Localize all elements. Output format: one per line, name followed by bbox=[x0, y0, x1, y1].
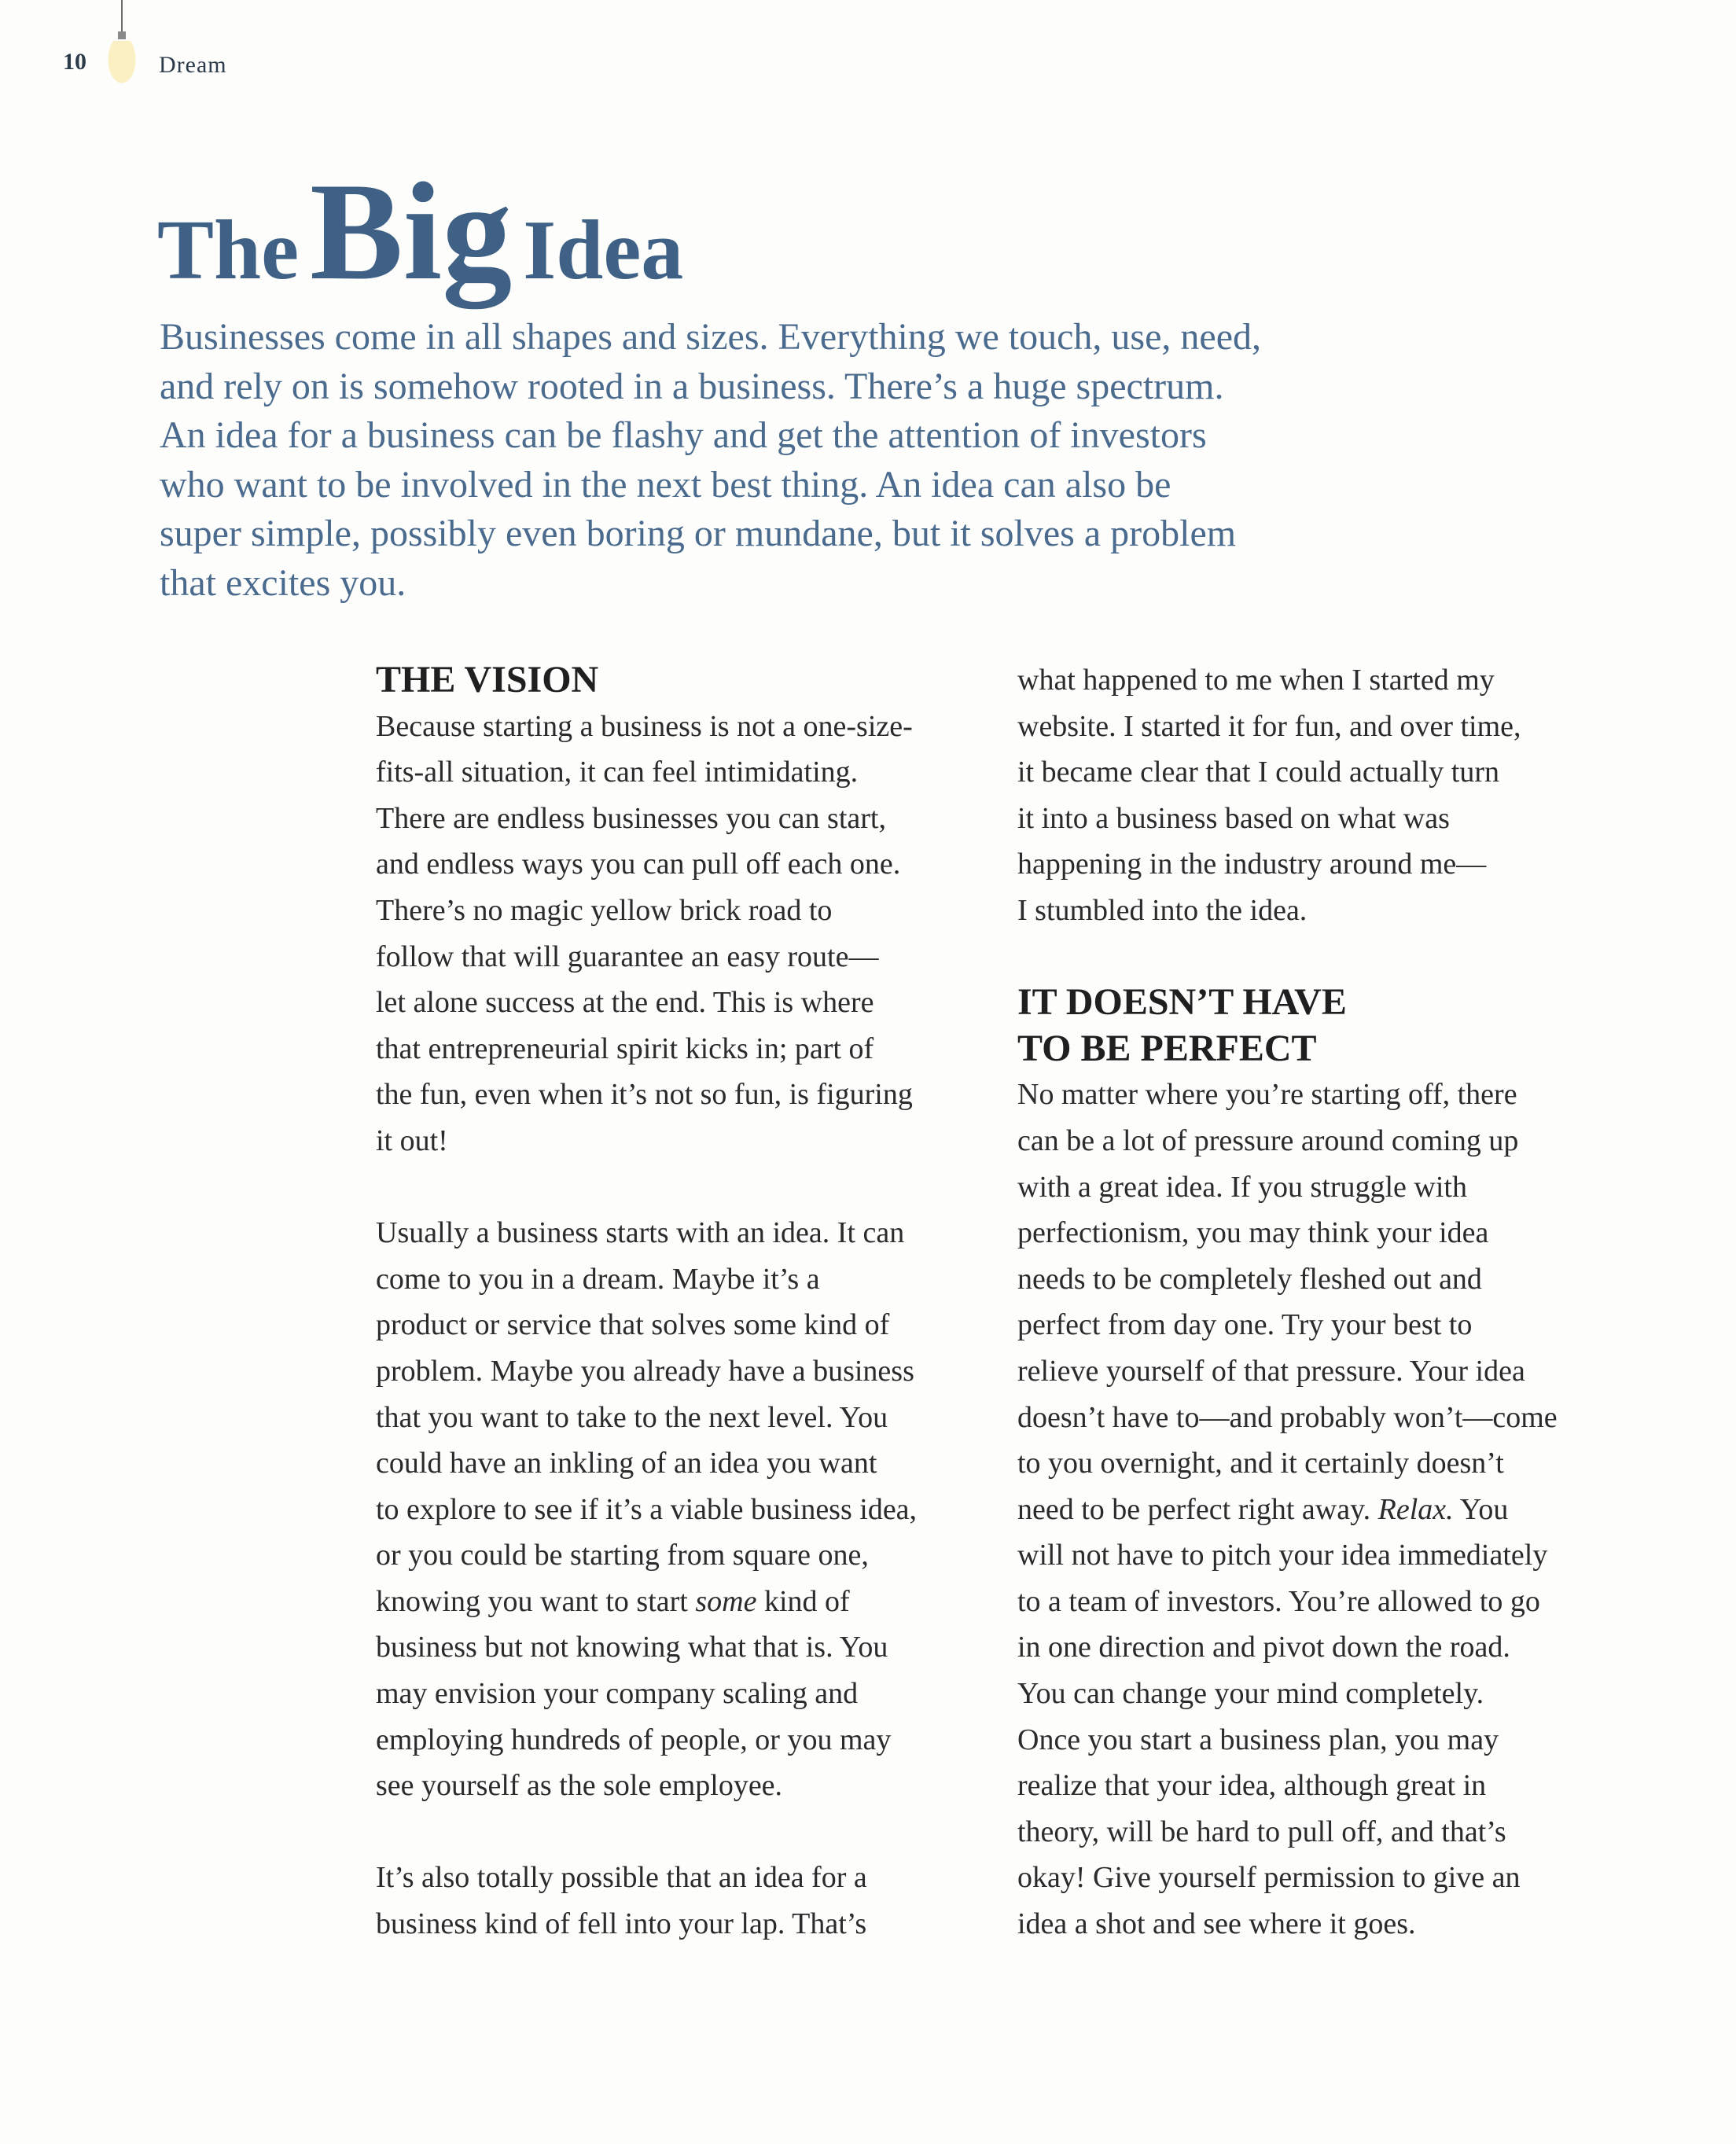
vision-paragraph-3 bbox=[376, 1855, 997, 1947]
text-line: to explore to see if it’s a viable business idea, bbox=[376, 1492, 918, 1526]
text-run: knowing you want to start bbox=[376, 1584, 696, 1618]
intro-line: and rely on is somehow rooted in a business. There’s a huge spectrum. bbox=[160, 365, 1224, 407]
text-line: relieve yourself of that pressure. Your idea bbox=[1017, 1354, 1525, 1388]
text-line: that entrepreneurial spirit kicks in; part of bbox=[376, 1032, 874, 1065]
text-line: Once you start a business plan, you may bbox=[1017, 1723, 1499, 1756]
heading-line: TO BE PERFECT bbox=[1017, 1027, 1317, 1069]
text-line: fits-all situation, it can feel intimidating. bbox=[376, 756, 859, 789]
text-line: I stumbled into the idea. bbox=[1017, 893, 1308, 927]
text-run: need to be perfect right away. bbox=[1017, 1492, 1378, 1526]
text-line: may envision your company scaling and bbox=[376, 1677, 859, 1711]
text-line: the fun, even when it’s not so fun, is figuring bbox=[376, 1078, 913, 1112]
text-line: happening in the industry around me— bbox=[1017, 848, 1487, 881]
text-line: problem. Maybe you already have a business bbox=[376, 1354, 914, 1388]
text-line: perfectionism, you may think your idea bbox=[1017, 1216, 1489, 1250]
text-line: it out! bbox=[376, 1123, 448, 1157]
text-run: kind of bbox=[756, 1584, 850, 1618]
text-line: to a team of investors. You’re allowed to go bbox=[1017, 1584, 1540, 1618]
text-line: okay! Give yourself permission to give an bbox=[1017, 1861, 1521, 1895]
lightbulb-icon bbox=[102, 0, 142, 93]
section-heading-the-vision: THE VISION bbox=[376, 659, 599, 701]
text-line: see yourself as the sole employee. bbox=[376, 1769, 783, 1803]
text-run: You bbox=[1453, 1492, 1509, 1526]
text-line: It’s also totally possible that an idea for a bbox=[376, 1861, 867, 1895]
text-line: in one direction and pivot down the road. bbox=[1017, 1631, 1510, 1664]
text-line: website. I started it for fun, and over time, bbox=[1017, 709, 1521, 743]
text-line: to you overnight, and it certainly doesn’t bbox=[1017, 1447, 1504, 1480]
text-line: will not have to pitch your idea immediately bbox=[1017, 1539, 1548, 1572]
intro-line: Businesses come in all shapes and sizes. Everything we touch, use, need, bbox=[160, 316, 1261, 358]
text-line: with a great idea. If you struggle with bbox=[1017, 1170, 1467, 1204]
text-line: follow that will guarantee an easy route— bbox=[376, 940, 879, 973]
page-title bbox=[157, 153, 684, 309]
left-column bbox=[376, 657, 997, 1947]
text-line: business but not knowing what that is. You bbox=[376, 1631, 888, 1664]
text-line: No matter where you’re starting off, there bbox=[1017, 1078, 1517, 1112]
text-line: idea a shot and see where it goes. bbox=[1017, 1907, 1416, 1941]
title-word-idea: Idea bbox=[523, 204, 684, 297]
text-line: that you want to take to the next level. You bbox=[376, 1400, 888, 1434]
text-line: theory, will be hard to pull off, and that’s bbox=[1017, 1815, 1506, 1848]
text-line: it became clear that I could actually turn bbox=[1017, 756, 1499, 789]
text-line bbox=[1017, 1487, 1646, 1533]
paragraph-gap bbox=[376, 1164, 997, 1211]
title-word-big: Big bbox=[310, 153, 513, 309]
text-line: perfect from day one. Try your best to bbox=[1017, 1308, 1473, 1342]
text-line: There are endless businesses you can start, bbox=[376, 801, 886, 835]
text-line: and endless ways you can pull off each one. bbox=[376, 848, 901, 881]
text-line: come to you in a dream. Maybe it’s a bbox=[376, 1262, 820, 1296]
text-line: what happened to me when I started my bbox=[1017, 664, 1495, 697]
vision-paragraph-2 bbox=[376, 1210, 997, 1809]
intro-line: who want to be involved in the next best thing. An idea can also be bbox=[160, 463, 1171, 506]
text-line: it into a business based on what was bbox=[1017, 801, 1450, 835]
intro-line: that excites you. bbox=[160, 561, 406, 604]
text-line: or you could be starting from square one, bbox=[376, 1539, 869, 1572]
text-line: product or service that solves some kind of bbox=[376, 1308, 890, 1342]
text-line: realize that your idea, although great in bbox=[1017, 1769, 1487, 1803]
vision-paragraph-3-continued bbox=[1017, 657, 1646, 934]
text-line: You can change your mind completely. bbox=[1017, 1677, 1484, 1711]
perfect-paragraph bbox=[1017, 1072, 1646, 1947]
right-column bbox=[1017, 657, 1646, 1947]
heading-line: IT DOESN’T HAVE bbox=[1017, 981, 1347, 1024]
emphasis-some: some bbox=[695, 1584, 757, 1618]
text-line: can be a lot of pressure around coming up bbox=[1017, 1123, 1519, 1157]
page-number: 10 bbox=[63, 49, 86, 75]
text-line: Because starting a business is not a one-size- bbox=[376, 709, 913, 743]
section-heading-perfect bbox=[1017, 980, 1646, 1072]
text-line: needs to be completely fleshed out and bbox=[1017, 1262, 1482, 1296]
intro-paragraph bbox=[160, 313, 1386, 608]
text-line: business kind of fell into your lap. That’s bbox=[376, 1907, 867, 1941]
text-line: doesn’t have to—and probably won’t—come bbox=[1017, 1400, 1558, 1434]
text-line: There’s no magic yellow brick road to bbox=[376, 893, 833, 927]
paragraph-gap bbox=[376, 1809, 997, 1855]
vision-paragraph-1 bbox=[376, 704, 997, 1164]
text-line: Usually a business starts with an idea. It can bbox=[376, 1216, 905, 1250]
intro-line: super simple, possibly even boring or mundane, but it solves a problem bbox=[160, 513, 1237, 554]
title-word-the: The bbox=[157, 204, 300, 297]
emphasis-relax: Relax. bbox=[1377, 1492, 1454, 1526]
text-line: could have an inkling of an idea you want bbox=[376, 1447, 877, 1480]
text-line: let alone success at the end. This is where bbox=[376, 986, 874, 1020]
text-line: employing hundreds of people, or you may bbox=[376, 1723, 892, 1756]
running-head: Dream bbox=[159, 52, 227, 78]
text-line bbox=[376, 1579, 997, 1625]
intro-line: An idea for a business can be flashy and get the attention of investors bbox=[160, 414, 1207, 456]
